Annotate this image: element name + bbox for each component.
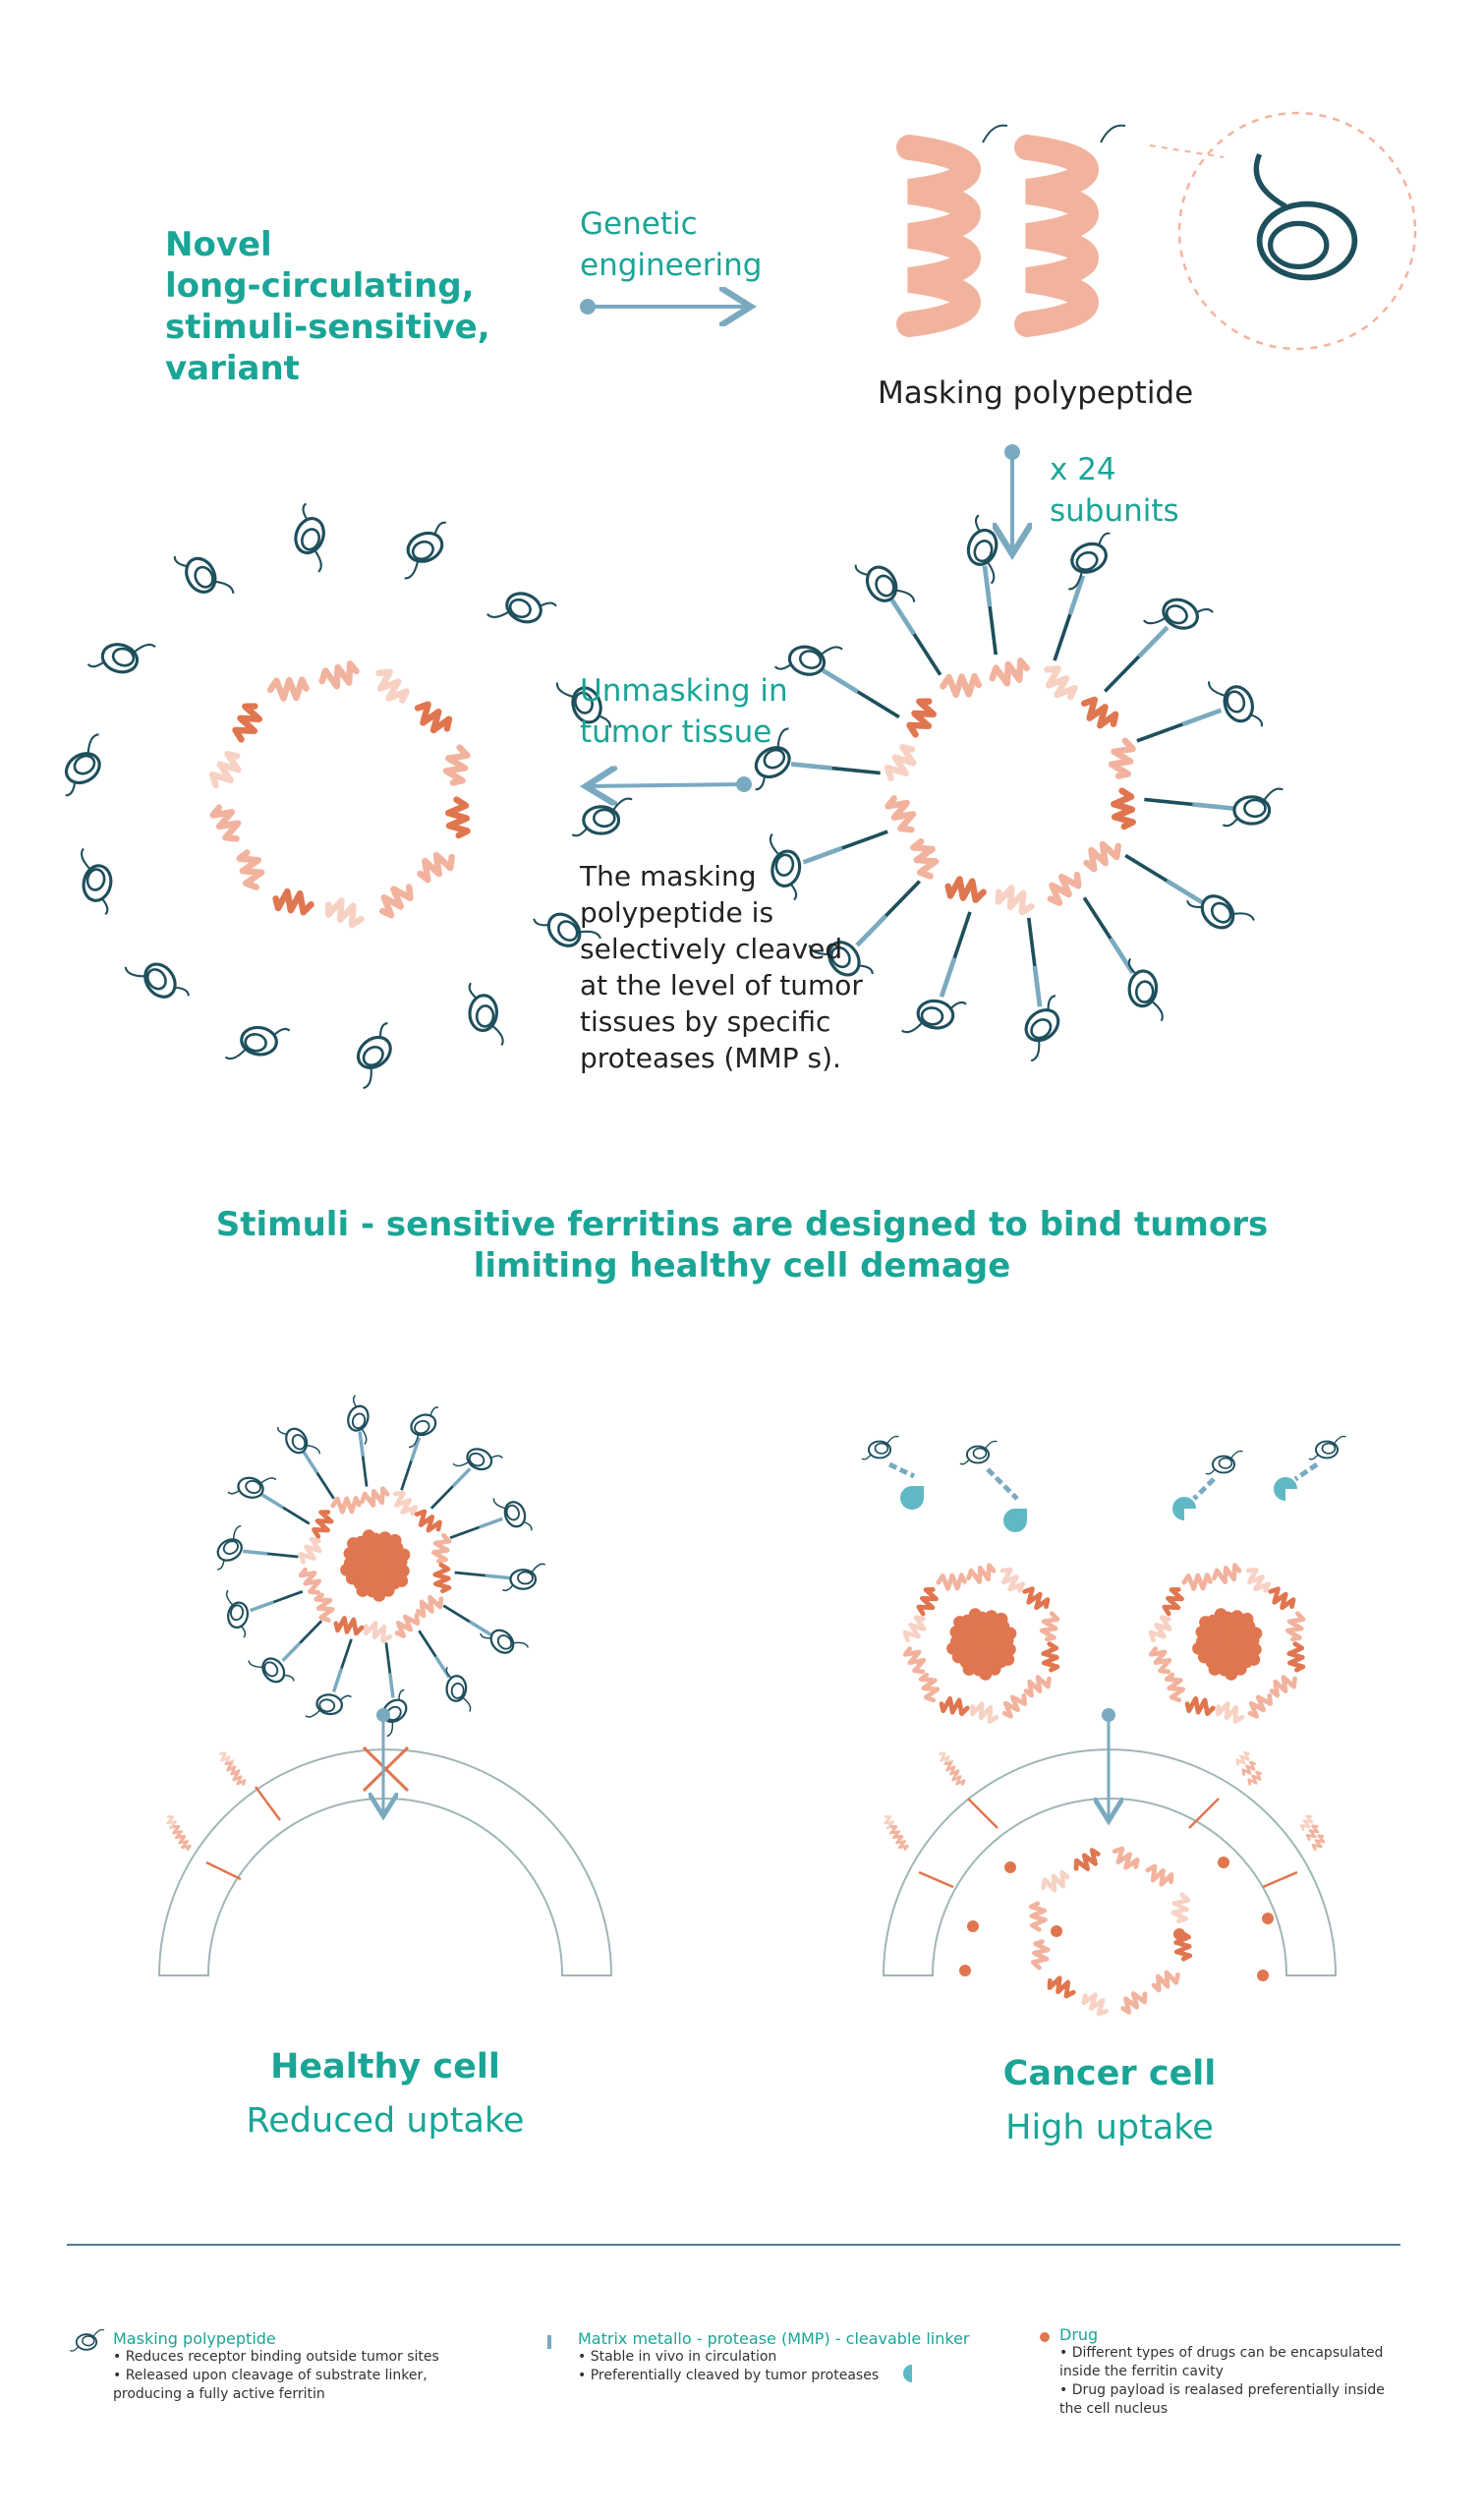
linker-segment	[283, 1508, 310, 1523]
ferritin-subunit	[917, 1587, 939, 1617]
cleaved-linker	[1194, 1479, 1214, 1499]
masking-coil	[862, 1436, 899, 1458]
linker-segment	[1193, 804, 1233, 808]
masking-coil	[340, 1022, 410, 1089]
linker-segment	[858, 692, 899, 717]
linker-segment	[1167, 881, 1201, 902]
ferritin-subunit	[233, 703, 263, 743]
arrow-subunits	[1004, 444, 1020, 550]
ferritin-subunit	[325, 896, 366, 927]
label-line: tumor tissue	[580, 715, 772, 750]
legend-line: • Stable in vivo in circulation	[578, 2349, 777, 2365]
linker-segment	[363, 1456, 367, 1486]
masking-coil	[284, 503, 339, 572]
receptor-wave	[894, 1834, 908, 1851]
ferritin-subunit	[413, 1509, 441, 1534]
drug-particle	[1003, 1628, 1016, 1640]
ferritin-subunit	[1286, 1612, 1304, 1640]
ferritin-subunit	[332, 1498, 359, 1512]
linker-segment	[419, 1630, 435, 1656]
receptor-wave	[949, 1771, 965, 1787]
receptor-wave	[1300, 1814, 1314, 1831]
drug-particle	[397, 1549, 410, 1562]
ferritin-subunit	[886, 794, 920, 834]
masking-coil	[572, 799, 632, 836]
linker-segment	[1125, 855, 1167, 881]
drug-particle	[995, 1613, 1007, 1626]
ferritin-subunit	[364, 1621, 393, 1643]
variant-title-line: long-circulating,	[165, 266, 475, 306]
ferritin-subunit	[447, 799, 467, 835]
linker-segment	[954, 912, 970, 958]
masking-coil	[218, 1590, 253, 1637]
drug-particle	[1209, 1663, 1222, 1676]
variant-title	[165, 224, 490, 389]
ferritin-subunit	[1269, 1673, 1298, 1696]
linker-segment	[470, 1622, 490, 1634]
headline-line: Stimuli - sensitive ferritins are designed to bind tumors	[215, 1205, 1269, 1244]
masking-coil	[248, 1645, 294, 1695]
linker-segment	[1139, 627, 1168, 657]
cancer-cell-subtitle: High uptake	[1005, 2108, 1214, 2147]
ferritin-subunit	[1021, 1586, 1050, 1612]
description-line: selectively cleaved	[580, 933, 843, 965]
helix-illustration	[909, 126, 1224, 324]
masking-coil	[225, 1021, 290, 1066]
legend-title: Drug	[1059, 2325, 1099, 2344]
legend-title: Matrix metallo - protease (MMP) - cleavable linker	[578, 2329, 970, 2348]
ferritin-subunit	[1081, 1990, 1110, 2017]
drug-particle	[1225, 1668, 1237, 1681]
legend-line: • Drug payload is realased preferentially inside	[1059, 2382, 1385, 2398]
description-line: at the level of tumor	[580, 969, 863, 1001]
ferritin-subunit	[416, 849, 456, 882]
ferritin-subunit	[1119, 1988, 1149, 2014]
drug-particle	[347, 1537, 360, 1550]
drug-dot-icon	[1040, 2332, 1050, 2342]
ferritin-subunit	[413, 701, 452, 736]
linker-segment	[453, 1468, 470, 1486]
description-line: tissues by specific	[580, 1005, 831, 1038]
masking-coil	[855, 548, 915, 618]
drug-particle	[1240, 1613, 1253, 1626]
description-line: proteases (MMP s).	[580, 1042, 841, 1074]
description-line: The masking	[580, 860, 757, 892]
ferritin-subunit	[995, 884, 1035, 914]
label-line: Genetic	[580, 206, 698, 242]
masking-coil	[1309, 1436, 1346, 1458]
cleaved-linker	[988, 1469, 1017, 1499]
ferritin-subunit	[208, 751, 244, 790]
ferritin-subunit	[390, 1490, 417, 1518]
masking-coil	[125, 946, 190, 1017]
masking-coil	[174, 540, 234, 609]
linker-segment	[317, 1472, 334, 1498]
ferritin-subunit	[1184, 1575, 1211, 1589]
label-line: subunits	[1050, 493, 1179, 529]
ferritin-subunit	[1079, 696, 1118, 731]
ferritin-subunit	[884, 744, 919, 783]
ferritin-subunit	[315, 1593, 335, 1622]
variant-title-line: Novel	[165, 225, 272, 264]
drug-particle	[372, 1589, 385, 1602]
ferritin-subunit	[1246, 1690, 1275, 1718]
legend-line: producing a fully active ferritin	[113, 2386, 325, 2402]
ferritin-subunit	[904, 1645, 929, 1675]
linker-segment	[985, 566, 990, 606]
linker-segment	[891, 600, 914, 634]
ferritin-subunit	[1288, 1643, 1303, 1670]
blocked-x-icon	[364, 1747, 408, 1791]
protease-icon	[1003, 1509, 1027, 1532]
ferritin-subunit	[907, 698, 938, 738]
internalized-ferritin	[959, 1846, 1274, 2017]
linker-segment	[333, 1669, 341, 1692]
ferritin-subunit	[990, 659, 1029, 687]
masking-coil	[399, 1406, 449, 1448]
drug-particle	[1215, 1608, 1227, 1621]
subunits-label	[1050, 449, 1179, 532]
drug-particle	[1004, 1861, 1016, 1873]
receptor-wave	[1235, 1751, 1251, 1767]
ferritin-subunit	[942, 676, 979, 696]
ferritin-subunit	[335, 1617, 363, 1633]
masking-coil	[480, 1616, 528, 1665]
cancer-ferritin-left	[902, 1565, 1058, 1724]
ferritin-subunit	[211, 803, 245, 843]
drug-particle	[969, 1608, 982, 1621]
ferritin-subunit	[270, 679, 307, 699]
label-line: Unmasking in	[580, 673, 788, 709]
healthy-cell-membrane	[159, 1708, 611, 1975]
linker-segment	[341, 1639, 351, 1669]
ferritin-subunit	[1041, 1612, 1058, 1640]
ferritin-subunit	[920, 1673, 940, 1701]
cancer-cell-title: Cancer cell	[1002, 2054, 1217, 2093]
linker-segment	[431, 1486, 453, 1509]
linker-segment	[1070, 576, 1083, 614]
ferritin-subunit	[415, 1593, 444, 1617]
ferritin-subunit	[298, 1537, 324, 1566]
legend-line: inside the ferritin cavity	[1059, 2364, 1224, 2379]
drug-particle	[1051, 1925, 1062, 1937]
linker-segment	[480, 1518, 502, 1527]
ferritin-subunit	[967, 1565, 996, 1584]
linker-segment	[885, 882, 920, 916]
legend-linker	[578, 2329, 1000, 2385]
drug-particle	[395, 1574, 408, 1587]
linker-segment	[1182, 711, 1221, 724]
healthy-cell-subtitle: Reduced uptake	[246, 2101, 525, 2141]
drug-particle	[1249, 1628, 1262, 1640]
headline-line: limiting healthy cell demage	[473, 1246, 1011, 1286]
masking-polypeptide-label: Masking polypeptide	[878, 375, 1194, 411]
linker-segment	[842, 831, 888, 848]
ferritin-subunit	[1216, 1701, 1245, 1724]
legend-title: Masking polypeptide	[113, 2329, 276, 2348]
ferritin-subunit	[902, 1615, 929, 1643]
ferritin-subunit	[1113, 790, 1133, 827]
ferritin-subunit	[1213, 1565, 1241, 1584]
cancer-ferritin-right	[1148, 1565, 1304, 1724]
ferritin-subunit	[1186, 1697, 1214, 1714]
ferritin-subunit	[274, 889, 313, 913]
drug-particle	[340, 1564, 353, 1576]
ferritin-subunit	[1082, 838, 1122, 871]
linker-segment	[914, 634, 941, 675]
drug-particle	[967, 1920, 979, 1932]
ferritin-subunit	[1267, 1586, 1295, 1612]
linker-segment	[283, 1643, 300, 1661]
masking-coil	[1206, 1451, 1243, 1473]
ferritin-subunit	[319, 662, 359, 690]
legend-line: the cell nucleus	[1059, 2401, 1169, 2417]
drug-particle	[363, 1529, 375, 1542]
ferritin-subunit	[1172, 1894, 1188, 1921]
healthy-cell-title: Healthy cell	[270, 2047, 500, 2087]
linker-segment	[1144, 799, 1192, 804]
protease-icon	[1172, 1497, 1196, 1520]
legend-line: • Released upon cleavage of substrate linker,	[113, 2368, 428, 2383]
ferritin-subunit	[1148, 1615, 1174, 1643]
ferritin-subunit	[1033, 1941, 1049, 1969]
receptor-wave	[177, 1834, 191, 1851]
masking-coil	[466, 983, 507, 1045]
linker-segment	[990, 606, 996, 655]
ferritin-subunit	[1000, 1690, 1029, 1718]
ferritin-subunit	[432, 1534, 450, 1563]
linker-segment	[412, 1438, 420, 1461]
ferritin-subunit	[361, 1488, 389, 1508]
released-masking-polypeptides	[862, 1436, 1346, 1532]
ferritin-subunit	[1072, 1849, 1102, 1874]
linker-segment	[791, 764, 831, 768]
linker-segment	[1029, 918, 1035, 966]
unmasked-ferritin	[47, 503, 632, 1089]
ferritin-subunit	[1166, 1673, 1185, 1701]
healthy-receptors	[165, 1751, 246, 1852]
drug-particle	[1262, 1913, 1274, 1924]
masking-coil	[1208, 669, 1263, 738]
ferritin-subunit	[434, 1565, 449, 1591]
masking-coil	[390, 522, 460, 580]
linker-segment	[485, 1575, 510, 1577]
ferritin-subunit	[1023, 1673, 1053, 1696]
linker-segment	[831, 769, 880, 773]
label-line: x 24	[1050, 452, 1116, 487]
ferritin-subunit	[239, 850, 265, 889]
linker-segment	[390, 1674, 393, 1698]
variant-title-line: variant	[165, 349, 300, 388]
drug-particle	[963, 1663, 976, 1676]
legend-line: • Different types of drugs can be encapsulated	[1059, 2345, 1384, 2361]
masking-coil	[960, 1441, 998, 1463]
linker-segment	[243, 1551, 267, 1553]
drug-particle	[946, 1642, 959, 1655]
masking-coil	[1055, 533, 1124, 591]
drug-particle	[1001, 1653, 1014, 1666]
ferritin-subunit	[970, 1701, 999, 1724]
masking-coil	[902, 995, 967, 1040]
linker-segment	[1035, 966, 1040, 1006]
ferritin-subunit	[939, 1575, 965, 1589]
drug-particle	[1199, 1616, 1212, 1629]
label-line: engineering	[580, 248, 763, 283]
healthy-masked-ferritin	[204, 1396, 545, 1738]
masking-coil	[453, 1440, 503, 1481]
linker-segment	[251, 1602, 273, 1611]
ferritin-subunit	[376, 881, 415, 918]
ferritin-subunit	[1151, 1969, 1180, 1991]
ferritin-subunit	[1243, 1567, 1270, 1595]
masking-coil	[204, 1525, 255, 1571]
cleaved-linker	[1295, 1464, 1317, 1479]
cancer-cell-membrane	[884, 1708, 1336, 1975]
cleaved-linker	[889, 1464, 914, 1476]
masking-coil	[87, 630, 155, 682]
ferritin-subunit	[372, 667, 410, 706]
ferritin-subunit	[1045, 868, 1083, 905]
linker-segment	[455, 1572, 485, 1575]
linker-segment	[942, 958, 954, 997]
drug-particle	[357, 1584, 370, 1597]
variant-title-line: stimuli-sensitive,	[165, 308, 490, 347]
ferritin-subunit	[444, 746, 469, 784]
ferritin-subunit	[998, 1567, 1024, 1595]
linker-segment	[1137, 724, 1183, 741]
masking-coil	[1008, 995, 1078, 1061]
drug-particle	[959, 1965, 971, 1976]
ferritin-subunit	[1145, 1864, 1174, 1888]
drug-particle	[1173, 1928, 1185, 1940]
ferritin-subunit	[1110, 739, 1134, 777]
ferritin-subunit	[946, 878, 985, 901]
linker-segment	[386, 1642, 390, 1673]
masking-coil	[1143, 587, 1213, 645]
ferritin-subunit	[313, 1510, 334, 1539]
arrow-genetic-engineering	[580, 299, 747, 314]
description-line: polypeptide is	[580, 896, 774, 929]
masking-coil	[47, 734, 118, 797]
legend-line: • Reduces receptor binding outside tumor sites	[113, 2349, 439, 2365]
cancer-receptors	[883, 1751, 1326, 1852]
drug-particle	[1218, 1857, 1229, 1868]
ferritin-subunit	[1031, 1903, 1046, 1929]
linker-segment	[267, 1554, 298, 1557]
unmasking-label	[580, 670, 788, 753]
ferritin-subunit	[1163, 1587, 1184, 1617]
masking-coil	[1186, 876, 1254, 944]
linker-segment	[1055, 614, 1070, 660]
masking-polypeptide-icon	[70, 2329, 104, 2351]
masking-coil	[443, 1667, 473, 1711]
linker-segment	[360, 1432, 363, 1457]
ferritin-subunit	[1150, 1645, 1174, 1675]
masking-coil	[1125, 958, 1167, 1020]
masking-coil	[493, 1490, 533, 1539]
zoom-circle	[1179, 113, 1415, 349]
drug-particle	[388, 1534, 401, 1547]
ferritin-subunit	[912, 839, 939, 879]
masking-coil	[486, 581, 556, 639]
legend-line: • Preferentially cleaved by tumor proteases	[578, 2368, 880, 2383]
linker-segment	[1105, 657, 1139, 691]
legend-masking	[113, 2329, 506, 2404]
ferritin-subunit	[393, 1611, 422, 1638]
receptor-wave	[230, 1771, 246, 1787]
genetic-engineering-label	[580, 203, 763, 286]
linker-segment	[401, 1460, 411, 1490]
linker-segment	[304, 1452, 317, 1472]
linker-segment	[450, 1527, 480, 1538]
ferritin-subunit	[1041, 663, 1078, 702]
ferritin-subunit	[300, 1567, 324, 1596]
drug-particle	[1257, 1970, 1269, 1981]
headline	[0, 1204, 1484, 1287]
ferritin-subunit	[941, 1697, 968, 1714]
linker-segment	[300, 1621, 321, 1643]
masking-coil	[70, 848, 119, 914]
linker-segment	[262, 1495, 283, 1508]
linker-segment	[273, 1591, 303, 1602]
protease-icon	[900, 1486, 924, 1510]
masking-description	[580, 858, 863, 1076]
linker-segment	[1084, 897, 1111, 939]
linker-icon	[547, 2335, 551, 2349]
arrow-unmasking	[590, 776, 752, 792]
drug-particle	[979, 1668, 992, 1681]
protease-icon	[1274, 1477, 1297, 1501]
drug-particle	[953, 1616, 966, 1629]
drug-particle	[1247, 1653, 1260, 1666]
linker-segment	[443, 1606, 470, 1622]
legend-drug	[1059, 2325, 1472, 2419]
ferritin-subunit	[1043, 1643, 1057, 1670]
ferritin-subunit	[1111, 1846, 1139, 1872]
linker-segment	[823, 670, 857, 692]
masking-coil	[277, 1415, 320, 1465]
drug-particle	[1192, 1642, 1205, 1655]
masking-coil	[306, 1690, 352, 1723]
ferritin-subunit	[1041, 1871, 1070, 1894]
ferritin-subunit	[1047, 1974, 1076, 1998]
